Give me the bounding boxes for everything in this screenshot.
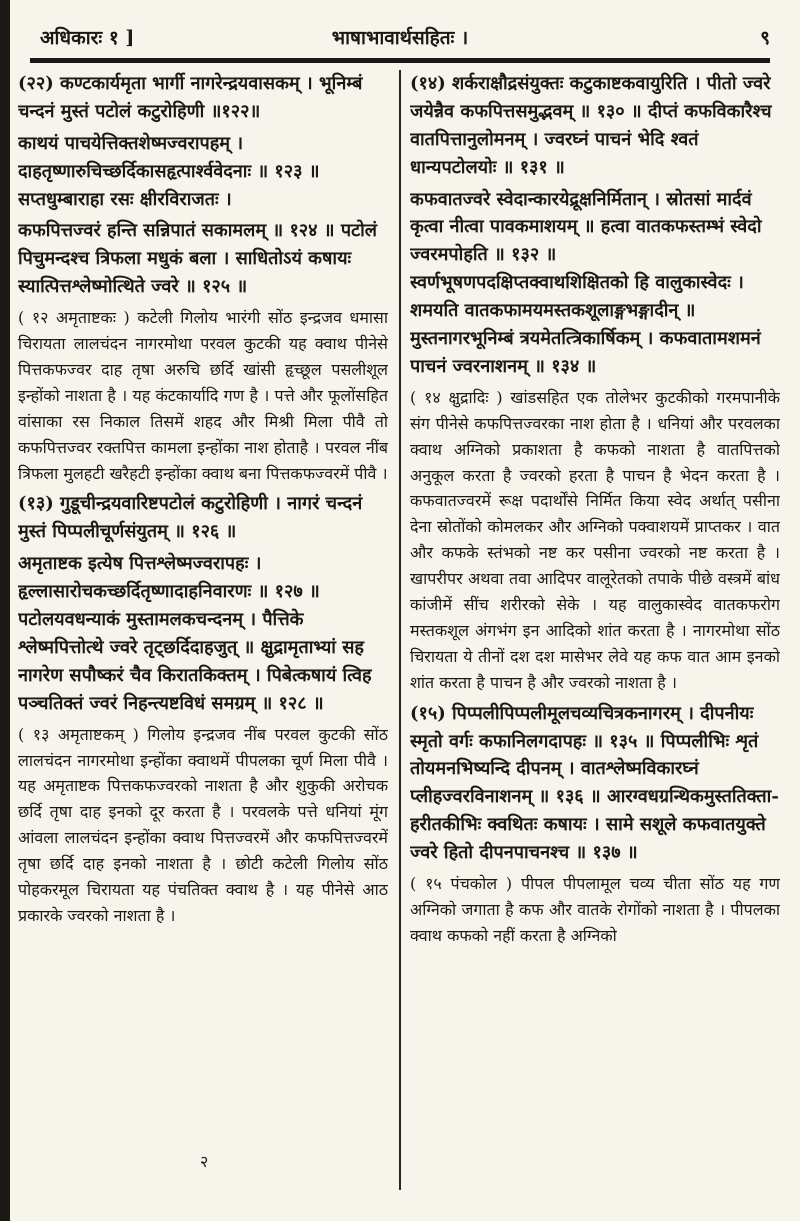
text-block: ( १५ पंचकोल ) पीपल पीपलामूल चव्य चीता सोंठ यह गण अग्निको जगाता है कफ और वातके रोगोंको नाशता है । पीपलका क्वाथ कफको नहीं करता है अग्निको xyxy=(410,874,780,945)
text-block: कफपित्तज्वरं हन्ति सन्निपातं सकामलम् ॥ १२४ ॥ पटोलं पिचुमन्दश्च त्रिफला मधुकं बला । साधितोऽयं कषायः स्यात्पित्तश्लेष्मोत्थिते ज्वरे ॥ १२५ ॥ xyxy=(18,220,378,298)
left-column xyxy=(18,70,388,1190)
text-block: ( १४ क्षुद्रादिः ) खांडसहित एक तोलेभर कुटकीको गरमपानीके संग पीनेसे कफपित्तज्वरका नाश होता है । धनियां और परवलका क्वाथ अग्निको प्रकाशता है कफको नाशता है वातपित्तको अनुकूल करता है ज्वरको हरता है पाचन है भेदन करता है । कफवातज्वरमें रूक्ष पदार्थोंसे निर्मित किया स्वेद अर्थात् पसीना देना स्रोतोंको कोमलकर और अग्निको पक्वाशयमें प्राप्तकर । वात और कफके स्तंभको नष्ट कर पसीना ज्वरको नष्ट करता है । खापरीपर अथवा तवा आदिपर वालूरेतको तपाके पीछे वस्त्रमें बांध कांजीमें सींच शरीरको सेके । यह वालुकास्वेद वातकफरोग मस्तकशूल अंगभंग इन आदिको शांत करता है । नागरमोथा सोंठ चिरायता ये तीनों दश दश मासेभर लेवे यह कफ वात आम इनको शांत करता है पाचन है और ज्वरको नाशता है । xyxy=(410,387,780,692)
text-block: ( १३ अमृताष्टकम् ) गिलोय इन्द्रजव नींब परवल कुटकी सोंठ लालचंदन नागरमोथा इन्होंका क्वाथमें पीपलका चूर्ण मिला पीवै । यह अमृताष्टक पित्तकफज्वरको नाशता है और शुकुकी अरोचक छर्दि तृषा दाह इनको दूर करता है । परवलके पत्ते धनियां मूंग आंवला लालचंदन इन्होंका क्वाथ पित्तज्वरमें और कफपित्तज्वरमें तृषा छर्दि दाह इनको नाशता है । छोटी कटेली गिलोय सोंठ पोहकरमूल चिरायता यह पंचतिक्त क्वाथ है । यह पीनेसे आठ प्रकारके ज्वरको नाशता है । xyxy=(18,724,388,925)
text-block: कफवातज्वरे स्वेदान्कारयेद्रूक्षनिर्मितान् । स्रोतसां मार्दवं कृत्वा नीत्वा पावकमाशयम् ॥ हत्वा वातकफस्तम्भं स्वेदो ज्वरमपोहति ॥ १३२ ॥ स्वर्णभूषणपदक्षिप्तक्वाथशिक्षितको हि वालुकास्वेदः । शमयति वातकफामयमस्तकशूलाङ्गभङ्गादीन् ॥ मुस्तनागरभूनिम्बं त्रयमेतत्त्रिकार्षिकम् । कफवातामशमनं पाचनं ज्वरनाशनम् ॥ १३४ ॥ xyxy=(410,188,762,377)
running-header xyxy=(30,10,770,50)
right-column xyxy=(410,70,780,1190)
column-divider xyxy=(399,70,401,1190)
text-block: अमृताष्टक इत्येष पित्तश्लेष्मज्वरापहः । हृल्लासारोचकच्छर्दितृष्णादाहनिवारणः ॥ १२७ ॥ पटोलयवधन्याकं मुस्तामलकचन्दनम् । पैत्तिके श्लेष्मपित्तोत्थे ज्वरे तृट्छर्दिदाहजुत् ॥ क्षुद्रामृताभ्यां सह नागरेण सपौष्करं चैव किरातकिक्तम् । पिबेत्कषायं त्विह पञ्चतिक्तं ज्वरं निहन्त्यष्टविधं समग्रम् ॥ १२८ ॥ xyxy=(18,553,372,714)
page-number: ९ xyxy=(760,27,770,49)
binding-edge xyxy=(0,0,10,1221)
text-block: काथयं पाचयेत्तिक्तशेष्मज्वरापहम् । दाहतृष्णारुचिच्छर्दिकासहृत्पार्श्ववेदनाः ॥ १२३ ॥ सप्तधुम्बाराहा रसः क्षीरविराजतः । xyxy=(18,132,320,210)
text-block: (१३) गुडूचीन्द्रयवारिष्टपटोलं कटुरोहिणी । नागरं चन्दनं मुस्तं पिप्पलीचूर्णसंयुतम् ॥ १२६ ॥ xyxy=(18,493,363,543)
text-block: (२२) कण्टकार्यमृता भार्गी नागरेन्द्रयवासकम् । भूनिम्बं चन्दनं मुस्तं पटोलं कटुरोहिणी ॥१२२॥ xyxy=(18,73,363,122)
folio-mark: २ xyxy=(200,1152,209,1171)
header-rule xyxy=(30,58,770,63)
running-title: भाषाभावार्थसहितः । xyxy=(331,27,469,49)
text-block: (१५) पिप्पलीपिप्पलीमूलचव्यचित्रकनागरम् । दीपनीयः स्मृतो वर्गः कफानिलगदापहः ॥ १३५ ॥ पिप्पलीभिः शृतं तोयमनभिष्यन्दि दीपनम् । वातश्लेष्मविकारघ्नं प्लीहज्वरविनाशनम् ॥ १३६ ॥ आरग्वधग्रन्थिकमुस्ततिक्ता-हरीतकीभिः क्वथितः कषायः । सामे सशूले कफवातयुक्ते ज्वरे हितो दीपनपाचनश्च ॥ १३७ ॥ xyxy=(410,702,779,864)
chapter-ref: अधिकारः १ ] xyxy=(40,27,135,49)
text-block: (१४) शर्कराक्षौद्रसंयुक्तः कटुकाष्टकवायुरिति । पीतो ज्वरे जयेन्नैव कफपित्तसमुद्भवम् ॥ १३० ॥ दीप्तं कफविकारैश्च वातपित्तानुलोमनम् । ज्वरघ्नं पाचनं भेदि श्वतं धान्यपटोलयोः ॥ १३१ ॥ xyxy=(410,73,772,178)
text-block: ( १२ अमृताष्टकः ) कटेली गिलोय भारंगी सोंठ इन्द्रजव धमासा चिरायता लालचंदन नागरमोथा परवल कुटकी यह क्वाथ पीनेसे पित्तकफज्वर दाह तृषा अरुचि छर्दि खांसी हृच्छूल पसलीशूल इन्होंको नाशता है । यह कंटकार्यादि गण है । पत्ते और फूलोंसहित वांसाका रस निकाल तिसमें शहद और मिश्री मिला पीवै तो कफपित्तज्वर रक्तपित्त कामला इन्होंका नाश होताहै । परवल नींब त्रिफला मुलहटी खरैहटी इन्होंका क्वाथ बना पित्तकफज्वरमें पीवै । xyxy=(18,308,388,483)
